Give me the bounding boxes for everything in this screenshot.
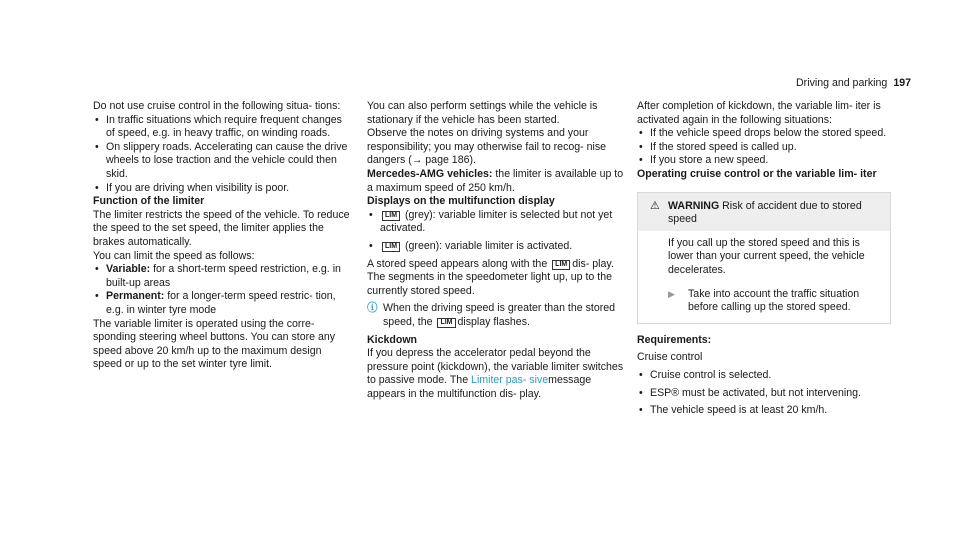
- list-text: (green): variable limiter is activated.: [405, 239, 573, 252]
- paragraph: [367, 168, 625, 195]
- list-item: [367, 209, 625, 236]
- warning-text: If you call up the stored speed and this is lower than your current speed, the vehicle decelerates.: [668, 236, 865, 276]
- text: If you depress the accelerator pedal beyond the pressure point (kickdown), the variable limiter switches to passive mode. The: [367, 347, 624, 387]
- text: A stored speed appears along with the: [367, 257, 548, 270]
- text: When the driving speed is greater than the stored speed, the: [383, 302, 616, 328]
- action-text: Take into account the traffic situation before calling up the stored speed.: [688, 287, 860, 314]
- amg-label: Mercedes-AMG vehicles:: [367, 167, 493, 180]
- warning-body: [638, 231, 890, 323]
- warning-title: Risk of accident due to stored speed: [668, 199, 862, 226]
- text: message appears in the multifunction dis- play.: [367, 374, 592, 400]
- paragraph: The limiter restricts the speed of the vehicle. To reduce the speed to the set speed, the limiter applies the brakes automatically.: [93, 208, 350, 248]
- warning-icon: ⚠: [650, 199, 660, 212]
- list-label: Variable:: [106, 263, 151, 276]
- list-item: • Cruise control is selected.: [637, 369, 899, 383]
- amg-text: the limiter is available up to a maximum speed of 250 km/h.: [367, 167, 624, 194]
- limiter-passive-link[interactable]: Limiter pas- sive: [471, 374, 549, 387]
- note: [367, 302, 625, 329]
- list-item: • If you store a new speed.: [637, 154, 899, 168]
- list-item: [367, 240, 625, 254]
- paragraph: You can limit the speed as follows:: [93, 249, 255, 262]
- section-heading: Operating cruise control or the variable lim- iter: [637, 167, 877, 180]
- info-icon: ⓘ: [367, 302, 378, 315]
- list-item: • In traffic situations which require frequent changes of speed, e.g. in heavy traffic, on winding roads.: [93, 114, 351, 141]
- page-header: [796, 77, 911, 91]
- paragraph: [367, 347, 625, 401]
- list-item: [93, 290, 351, 317]
- list-text: for a longer-term speed restric- tion, e.g. in winter tyre mode: [106, 290, 336, 316]
- requirements-intro: Cruise control: [637, 351, 703, 364]
- section-heading: Function of the limiter: [93, 195, 205, 208]
- requirements-heading: Requirements:: [637, 333, 712, 346]
- arrow-right-icon: ▶: [668, 288, 675, 299]
- list-item: • If the vehicle speed drops below the stored speed.: [637, 127, 899, 141]
- paragraph: [367, 258, 625, 299]
- column-3: [637, 100, 899, 418]
- warning-label: WARNING: [668, 199, 720, 212]
- column-2: [367, 100, 625, 401]
- text: dis- play. The segments in the speedometer light up, up to the currently stored speed.: [367, 257, 614, 297]
- list-item: • If the stored speed is called up.: [637, 141, 899, 155]
- paragraph: The variable limiter is operated using the corre- sponding steering wheel buttons. You can store any speed above 20 km/h up to the maximum design speed or up to the set winter tyre limit.: [93, 317, 336, 371]
- lim-icon: LIM: [382, 211, 400, 221]
- lim-icon: LIM: [437, 318, 455, 328]
- intro-text: Do not use cruise control in the following situa- tions:: [93, 100, 341, 112]
- list-text: (grey): variable limiter is selected but not yet activated.: [380, 208, 613, 235]
- list-text: for a short-term speed restriction, e.g. in built-up areas: [106, 263, 341, 289]
- lim-icon: LIM: [382, 242, 400, 252]
- list-item: • The vehicle speed is at least 20 km/h.: [637, 404, 899, 418]
- list-label: Permanent:: [106, 290, 165, 303]
- warning-action: [668, 288, 882, 315]
- paragraph: After completion of kickdown, the variable lim- iter is activated again in the following situations:: [637, 100, 881, 126]
- list-item: • ESP® must be activated, but not intervening.: [637, 387, 899, 401]
- text: display flashes.: [457, 315, 530, 328]
- paragraph: Observe the notes on driving systems and your responsibility; you may otherwise fail to recog- nise dangers (→ page 186).: [367, 127, 607, 167]
- section-heading: Kickdown: [367, 333, 418, 346]
- warning-box: [637, 192, 891, 324]
- paragraph: You can also perform settings while the vehicle is stationary if the vehicle has been started.: [367, 100, 598, 126]
- list-item: • On slippery roads. Accelerating can cause the drive wheels to lose traction and the vehicle could then skid.: [93, 141, 351, 182]
- warning-header: [638, 193, 890, 231]
- column-1: [93, 100, 351, 372]
- list-item: [93, 263, 351, 290]
- lim-icon: LIM: [552, 260, 570, 270]
- section-heading: Displays on the multifunction display: [367, 195, 555, 208]
- page-number: 197: [893, 77, 911, 89]
- list-item: • If you are driving when visibility is poor.: [93, 182, 351, 196]
- section-title: Driving and parking: [796, 77, 888, 89]
